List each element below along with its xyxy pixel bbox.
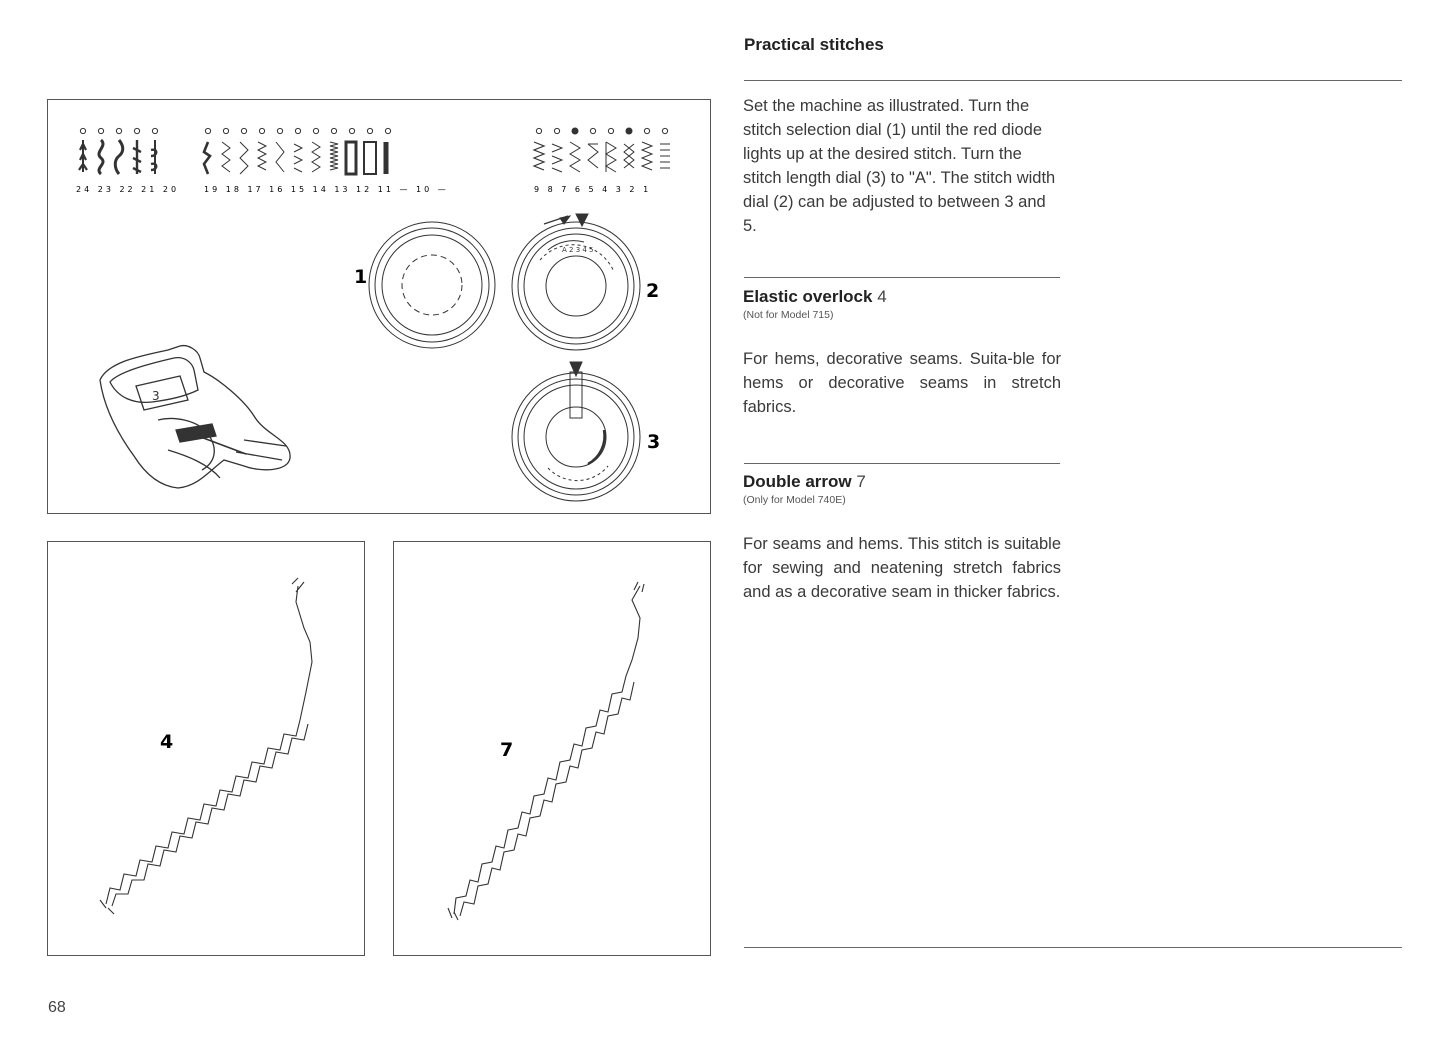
double-arrow-name: Double arrow (743, 472, 852, 491)
bottom-rule (744, 947, 1402, 948)
overlock-heading (743, 287, 1061, 307)
dial-label-1: 1 (354, 266, 368, 288)
double-arrow-sample (393, 541, 711, 956)
setup-illustration (48, 100, 709, 512)
stitch-group-c (534, 128, 670, 172)
double-arrow-description: For seams and hems. This stitch is suitable for sewing and neatening stretch fabrics and as a decorative seam in thicker fabrics. (743, 535, 1061, 601)
intro-paragraph: Set the machine as illustrated. Turn the stitch selection dial (1) until the red diode lights up at the desired stitch. Turn the stitch length dial (3) to "A". The stitch width dial (2) can be adjusted to between 3 and 5. (743, 97, 1056, 235)
double-arrow-section (743, 472, 1061, 604)
stitch-group-b (204, 128, 391, 174)
double-arrow-number: 7 (856, 472, 866, 491)
double-arrow-stitch-drawing (394, 542, 709, 954)
stitch-width-dial (512, 214, 640, 350)
double-arrow-heading (743, 472, 1061, 492)
stitch-numbers-c: 9 8 7 6 5 4 3 2 1 (534, 185, 652, 194)
sample-label-7: 7 (500, 739, 514, 761)
dial-label-3: 3 (647, 431, 661, 453)
overlock-number: 4 (877, 287, 887, 306)
overlock-stitch-drawing (48, 542, 363, 954)
page-number: 68 (48, 999, 66, 1016)
overlock-name: Elastic overlock (743, 287, 873, 306)
presser-foot-illustration (100, 346, 290, 488)
double-arrow-note: (Only for Model 740E) (743, 494, 846, 506)
stitch-numbers-a: 24 23 22 21 20 (76, 185, 180, 194)
overlock-rule (744, 277, 1060, 278)
overlock-section (743, 287, 1061, 419)
double-arrow-rule (744, 463, 1060, 464)
machine-setup-figure (47, 99, 711, 514)
elastic-overlock-sample (47, 541, 365, 956)
dial-label-2: 2 (646, 280, 660, 302)
section-title: Practical stitches (744, 35, 884, 54)
presser-foot-label: 3 (152, 389, 160, 403)
overlock-note: (Not for Model 715) (743, 309, 834, 321)
stitch-group-a (79, 128, 158, 174)
overlock-description: For hems, decorative seams. Suita-ble for hems or decorative seams in stretch fabrics. (743, 350, 1061, 416)
sample-label-4: 4 (160, 731, 174, 753)
stitch-selection-dial (369, 222, 495, 348)
stitch-numbers-b: 19 18 17 16 15 14 13 12 11 — 10 — (204, 185, 449, 194)
title-rule (744, 80, 1402, 81)
stitch-length-dial (512, 362, 640, 501)
dial-scale: A 2 3 4 5 (562, 246, 594, 254)
